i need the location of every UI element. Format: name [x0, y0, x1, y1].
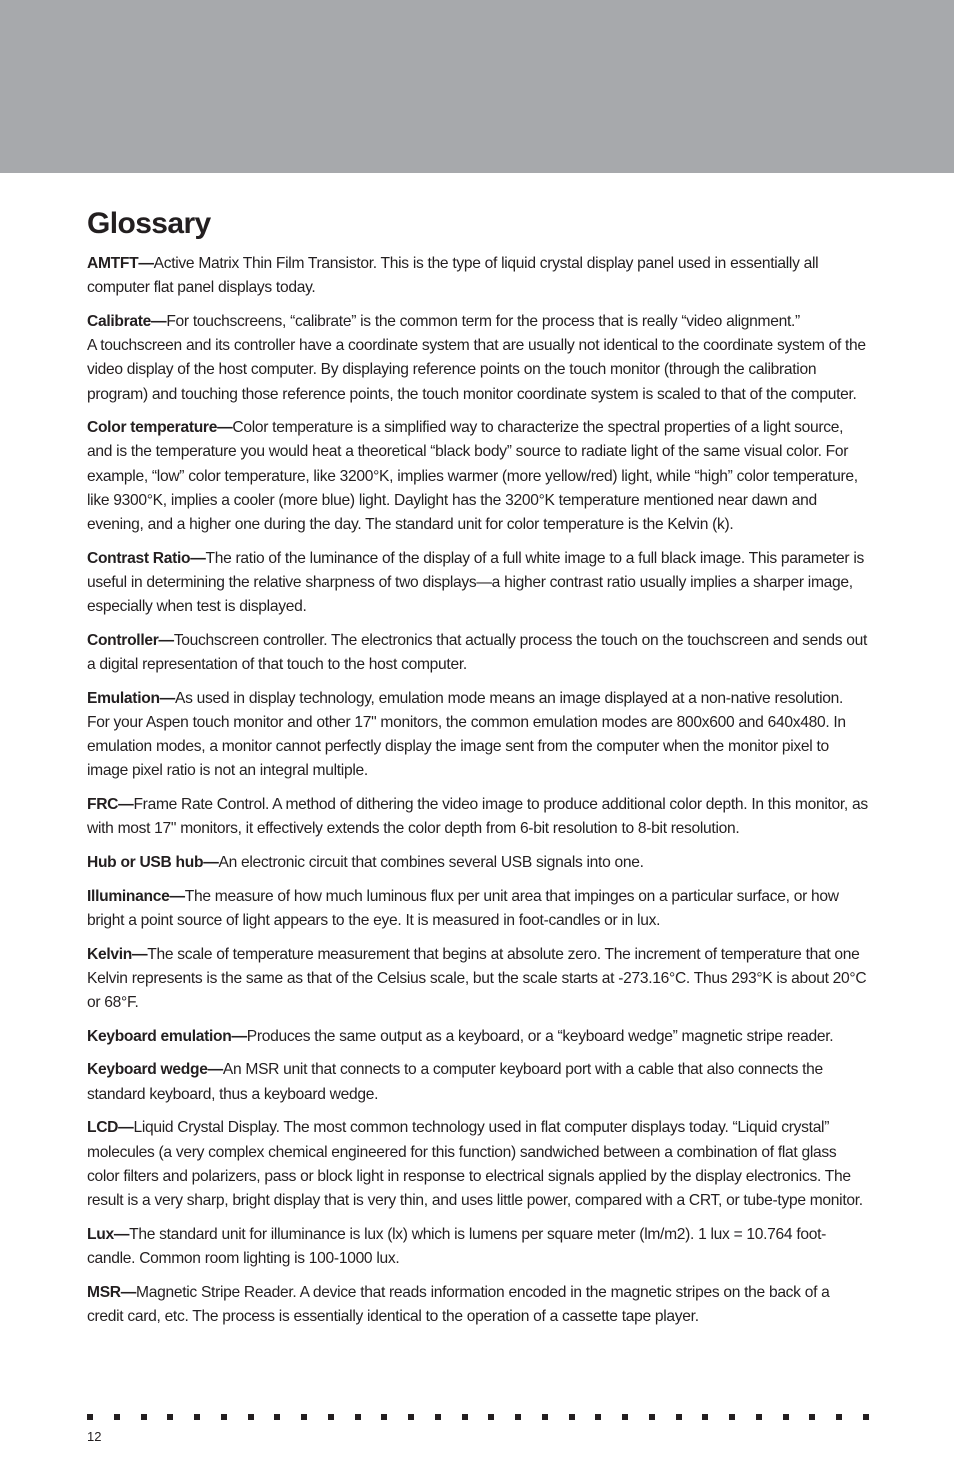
glossary-term: Calibrate— [87, 312, 167, 330]
rule-dot [248, 1414, 254, 1420]
page-title: Glossary [87, 207, 211, 240]
rule-dot [87, 1414, 93, 1420]
glossary-definition: The measure of how much luminous flux per unit area that impinges on a particular surface, or how bright a point source of light appears to the eye. It is measured in foot-candles or in lux. [87, 887, 839, 929]
glossary-entry-keyboard-wedge [87, 1058, 869, 1106]
glossary-content [87, 206, 869, 1338]
rule-dot [863, 1414, 869, 1420]
rule-dot [328, 1414, 334, 1420]
rule-dot [141, 1414, 147, 1420]
glossary-term: Emulation— [87, 689, 175, 707]
rule-dot [488, 1414, 494, 1420]
rule-dot [676, 1414, 682, 1420]
glossary-term: LCD— [87, 1119, 134, 1137]
glossary-term: Keyboard emulation— [87, 1027, 247, 1045]
glossary-definition: As used in display technology, emulation mode means an image displayed at a non-native resolution. For your Aspen touch monitor and other 17" monitors, the common emulation modes are 800x600 and 640x480. In emulation modes, a monitor cannot perfectly display the image sent from the computer when the monitor pixel to image pixel ratio is not an integral multiple. [87, 689, 846, 780]
dotted-rule [87, 1414, 869, 1421]
glossary-entry-illuminance [87, 885, 869, 933]
rule-dot [729, 1414, 735, 1420]
header-band [0, 0, 954, 173]
glossary-term: Controller— [87, 631, 174, 649]
rule-dot [756, 1414, 762, 1420]
rule-dot [301, 1414, 307, 1420]
rule-dot [408, 1414, 414, 1420]
glossary-definition: For touchscreens, “calibrate” is the common term for the process that is really “video alignment.” [166, 312, 800, 330]
glossary-term: Illuminance— [87, 887, 185, 905]
rule-dot [274, 1414, 280, 1420]
glossary-entry-frc [87, 793, 869, 841]
glossary-term: MSR— [87, 1283, 137, 1301]
glossary-term: Lux— [87, 1225, 130, 1243]
glossary-definition: Color temperature is a simplified way to characterize the spectral properties of a light source, and is the temperature you would heat a theoretical “black body” source to radiate light of the same visual color. For example, “low” color temperature, like 3200°K, implies warmer (more yellow/red) light, while “high” color temperature, like 9300°K, implies a cooler (more blue) light. Daylight has the 3200°K temperature mentioned near dawn and evening, and a higher one during the day. The standard unit for color temperature is the Kelvin (k). [87, 419, 858, 534]
glossary-entry-emulation [87, 687, 869, 784]
glossary-definition: Magnetic Stripe Reader. A device that reads information encoded in the magnetic stripes on the back of a credit card, etc. The process is essentially identical to the operation of a cassette tape player. [87, 1283, 830, 1325]
rule-dot [515, 1414, 521, 1420]
glossary-entry-usb-hub [87, 851, 869, 875]
glossary-definition: An electronic circuit that combines several USB signals into one. [218, 853, 644, 871]
glossary-definition: The ratio of the luminance of the display of a full white image to a full black image. This parameter is useful in determining the relative sharpness of two displays—a higher contrast ratio usually implies a sharper image, especially when test is displayed. [87, 549, 864, 616]
glossary-entry-color-temperature [87, 416, 869, 537]
glossary-definition: The scale of temperature measurement that begins at absolute zero. The increment of temperature that one Kelvin represents is the same as that of the Celsius scale, but the scale starts at -273.16°C. Thus 293°K is about 20°C or 68°F. [87, 945, 867, 1011]
glossary-definition: Frame Rate Control. A method of dithering the video image to produce additional color depth. In this monitor, as with most 17" monitors, it effectively extends the color depth from 6-bit resolution to 8-bit resolution. [87, 796, 868, 838]
glossary-entry-contrast-ratio [87, 547, 869, 620]
glossary-definition: Touchscreen controller. The electronics that actually process the touch on the touchscreen and sends out a digital representation of that touch to the host computer. [87, 631, 867, 674]
rule-dot [809, 1414, 815, 1420]
rule-dot [355, 1414, 361, 1420]
glossary-entry-keyboard-emulation [87, 1025, 869, 1049]
rule-dot [462, 1414, 468, 1420]
rule-dot [114, 1414, 120, 1420]
glossary-term: Contrast Ratio— [87, 549, 206, 567]
rule-dot [221, 1414, 227, 1420]
glossary-entry-lux [87, 1223, 869, 1271]
glossary-term: Hub or USB hub— [87, 853, 219, 871]
glossary-entry-calibrate [87, 310, 869, 407]
glossary-entry-controller [87, 629, 869, 677]
glossary-definition: An MSR unit that connects to a computer keyboard port with a cable that also connects the standard keyboard, thus a keyboard wedge. [87, 1061, 823, 1103]
rule-dot [167, 1414, 173, 1420]
rule-dot [649, 1414, 655, 1420]
glossary-term: Kelvin— [87, 945, 148, 963]
rule-dot [569, 1414, 575, 1420]
rule-dot [783, 1414, 789, 1420]
glossary-term: FRC— [87, 796, 134, 814]
glossary-term: Keyboard wedge— [87, 1061, 223, 1079]
rule-dot [435, 1414, 441, 1420]
rule-dot [381, 1414, 387, 1420]
glossary-entry-lcd [87, 1116, 869, 1213]
rule-dot [836, 1414, 842, 1420]
glossary-entry-amtft [87, 252, 869, 300]
rule-dot [194, 1414, 200, 1420]
rule-dot [702, 1414, 708, 1420]
glossary-definition-continued: A touchscreen and its controller have a coordinate system that are usually not identical to the coordinate system of the video display of the host computer. By displaying reference points on the touch monitor (through the calibration program) and touching those reference points, the touch monitor coordinate system is scaled to that of the computer. [87, 337, 866, 403]
rule-dot [542, 1414, 548, 1420]
page-number: 12 [87, 1429, 102, 1444]
glossary-term: Color temperature— [87, 419, 233, 437]
glossary-definition: Active Matrix Thin Film Transistor. This is the type of liquid crystal display panel used in essentially all computer flat panel displays today. [87, 255, 819, 297]
rule-dot [622, 1414, 628, 1420]
glossary-definition: Liquid Crystal Display. The most common technology used in flat computer displays today. “Liquid crystal” molecules (a very complex chemical engineered for this function) sandwiched between a combination of flat glass color filters and polarizers, pass or block light in response to electrical signals applied by the display electronics. The result is a very sharp, bright display that is very thin, and uses little power, compared with a CRT, or tube-type monitor. [87, 1119, 863, 1209]
rule-dot [595, 1414, 601, 1420]
glossary-definition: Produces the same output as a keyboard, or a “keyboard wedge” magnetic stripe reader. [246, 1027, 834, 1045]
glossary-definition: The standard unit for illuminance is lux (lx) which is lumens per square meter (lm/m2). 1 lux = 10.764 foot-candle. Common room lighting is 100-1000 lux. [87, 1225, 827, 1267]
glossary-entry-kelvin [87, 943, 869, 1016]
glossary-term: AMTFT— [87, 255, 154, 272]
glossary-entry-msr [87, 1281, 869, 1329]
